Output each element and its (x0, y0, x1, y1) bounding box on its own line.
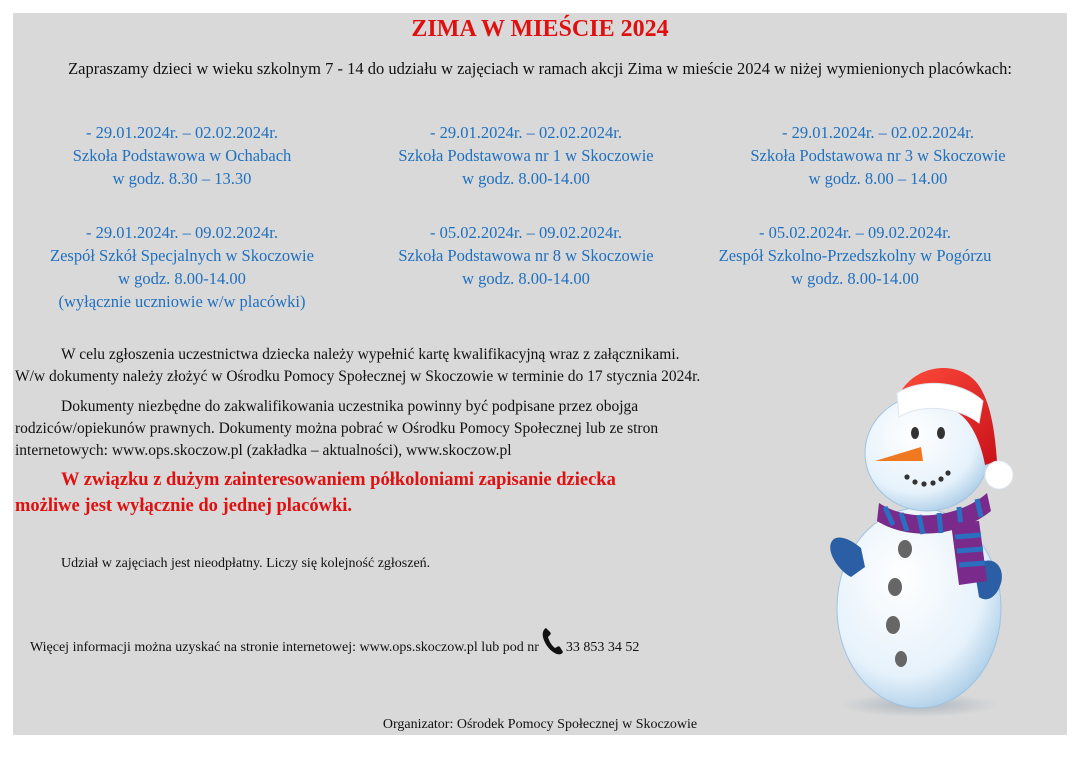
warning-line-2: możliwe jest wyłącznie do jednej placówki. (15, 496, 353, 516)
venue-dates: - 05.02.2024r. – 09.02.2024r. (429, 223, 623, 242)
venue-hours: w godz. 8.00-14.00 (791, 269, 919, 288)
documents-line-1: Dokumenty niezbędne do zakwalifikowania uczestnika powinny być podpisane przez obojga (61, 398, 639, 415)
venue-hours: w godz. 8.00-14.00 (462, 269, 590, 288)
warning-text (15, 467, 735, 519)
free-participation-text: Udział w zajęciach jest nieodpłatny. Liczy się kolejność zgłoszeń. (61, 556, 431, 571)
eye-left (911, 427, 919, 439)
hat-pompom (985, 461, 1013, 489)
venue-dates: - 29.01.2024r. – 02.02.2024r. (781, 123, 975, 142)
venue-sp1 (356, 121, 696, 190)
contact-phone: 33 853 34 52 (565, 640, 640, 655)
eye-right (937, 427, 945, 439)
venue-sp8 (356, 221, 696, 290)
organizer-text: Organizator: Ośrodek Pomocy Społecznej w Skoczowie (382, 717, 698, 732)
venue-name: Szkoła Podstawowa nr 1 w Skoczowie (398, 146, 654, 165)
venue-note: (wyłącznie uczniowie w/w placówki) (58, 292, 306, 311)
venue-zss (17, 221, 347, 313)
phone-icon (541, 626, 565, 656)
intro-text: Zapraszamy dzieci w wieku szkolnym 7 - 14 do udziału w zajęciach w ramach akcji Zima w mieście 2024 w niżej wymienionych placówkach: (68, 59, 1012, 78)
contact-info (30, 626, 639, 656)
page-title: ZIMA W MIEŚCIE 2024 (411, 16, 669, 42)
documents-line-3: internetowych: www.ops.skoczow.pl (zakładka – aktualności), www.skoczow.pl (15, 442, 512, 459)
venue-ochaby (17, 121, 347, 190)
venue-dates: - 05.02.2024r. – 09.02.2024r. (758, 223, 952, 242)
venue-pogorze (685, 221, 1025, 290)
registration-line-1: W celu zgłoszenia uczestnictwa dziecka należy wypełnić kartę kwalifikacyjną wraz z załącznikami. (61, 346, 680, 363)
venue-hours: w godz. 8.00-14.00 (462, 169, 590, 188)
venue-name: Zespół Szkolno-Przedszkolny w Pogórzu (718, 246, 992, 265)
registration-line-2: W/w dokumenty należy złożyć w Ośrodku Pomocy Społecznej w Skoczowie w terminie do 17 stycznia 2024r. (15, 368, 701, 385)
warning-line-1: W związku z dużym zainteresowaniem półkoloniami zapisanie dziecka (61, 470, 616, 490)
snowman-illustration (809, 353, 1019, 723)
venue-hours: w godz. 8.00 – 14.00 (808, 169, 948, 188)
venue-name: Zespół Szkół Specjalnych w Skoczowie (50, 246, 314, 265)
venue-hours: w godz. 8.00-14.00 (118, 269, 246, 288)
venue-name: Szkoła Podstawowa nr 3 w Skoczowie (750, 146, 1006, 165)
venue-hours: w godz. 8.30 – 13.30 (112, 169, 252, 188)
venue-dates: - 29.01.2024r. – 02.02.2024r. (429, 123, 623, 142)
venue-dates: - 29.01.2024r. – 02.02.2024r. (85, 123, 279, 142)
venue-dates: - 29.01.2024r. – 09.02.2024r. (85, 223, 279, 242)
contact-text: Więcej informacji można uzyskać na stronie internetowej: www.ops.skoczow.pl lub pod nr (30, 640, 539, 655)
poster (13, 13, 1067, 735)
documents-line-2: rodziców/opiekunów prawnych. Dokumenty można pobrać w Ośrodku Pomocy Społecznej lub ze stron (15, 420, 659, 437)
venue-sp3 (703, 121, 1053, 190)
venue-name: Szkoła Podstawowa nr 8 w Skoczowie (398, 246, 654, 265)
venue-name: Szkoła Podstawowa w Ochabach (72, 146, 292, 165)
